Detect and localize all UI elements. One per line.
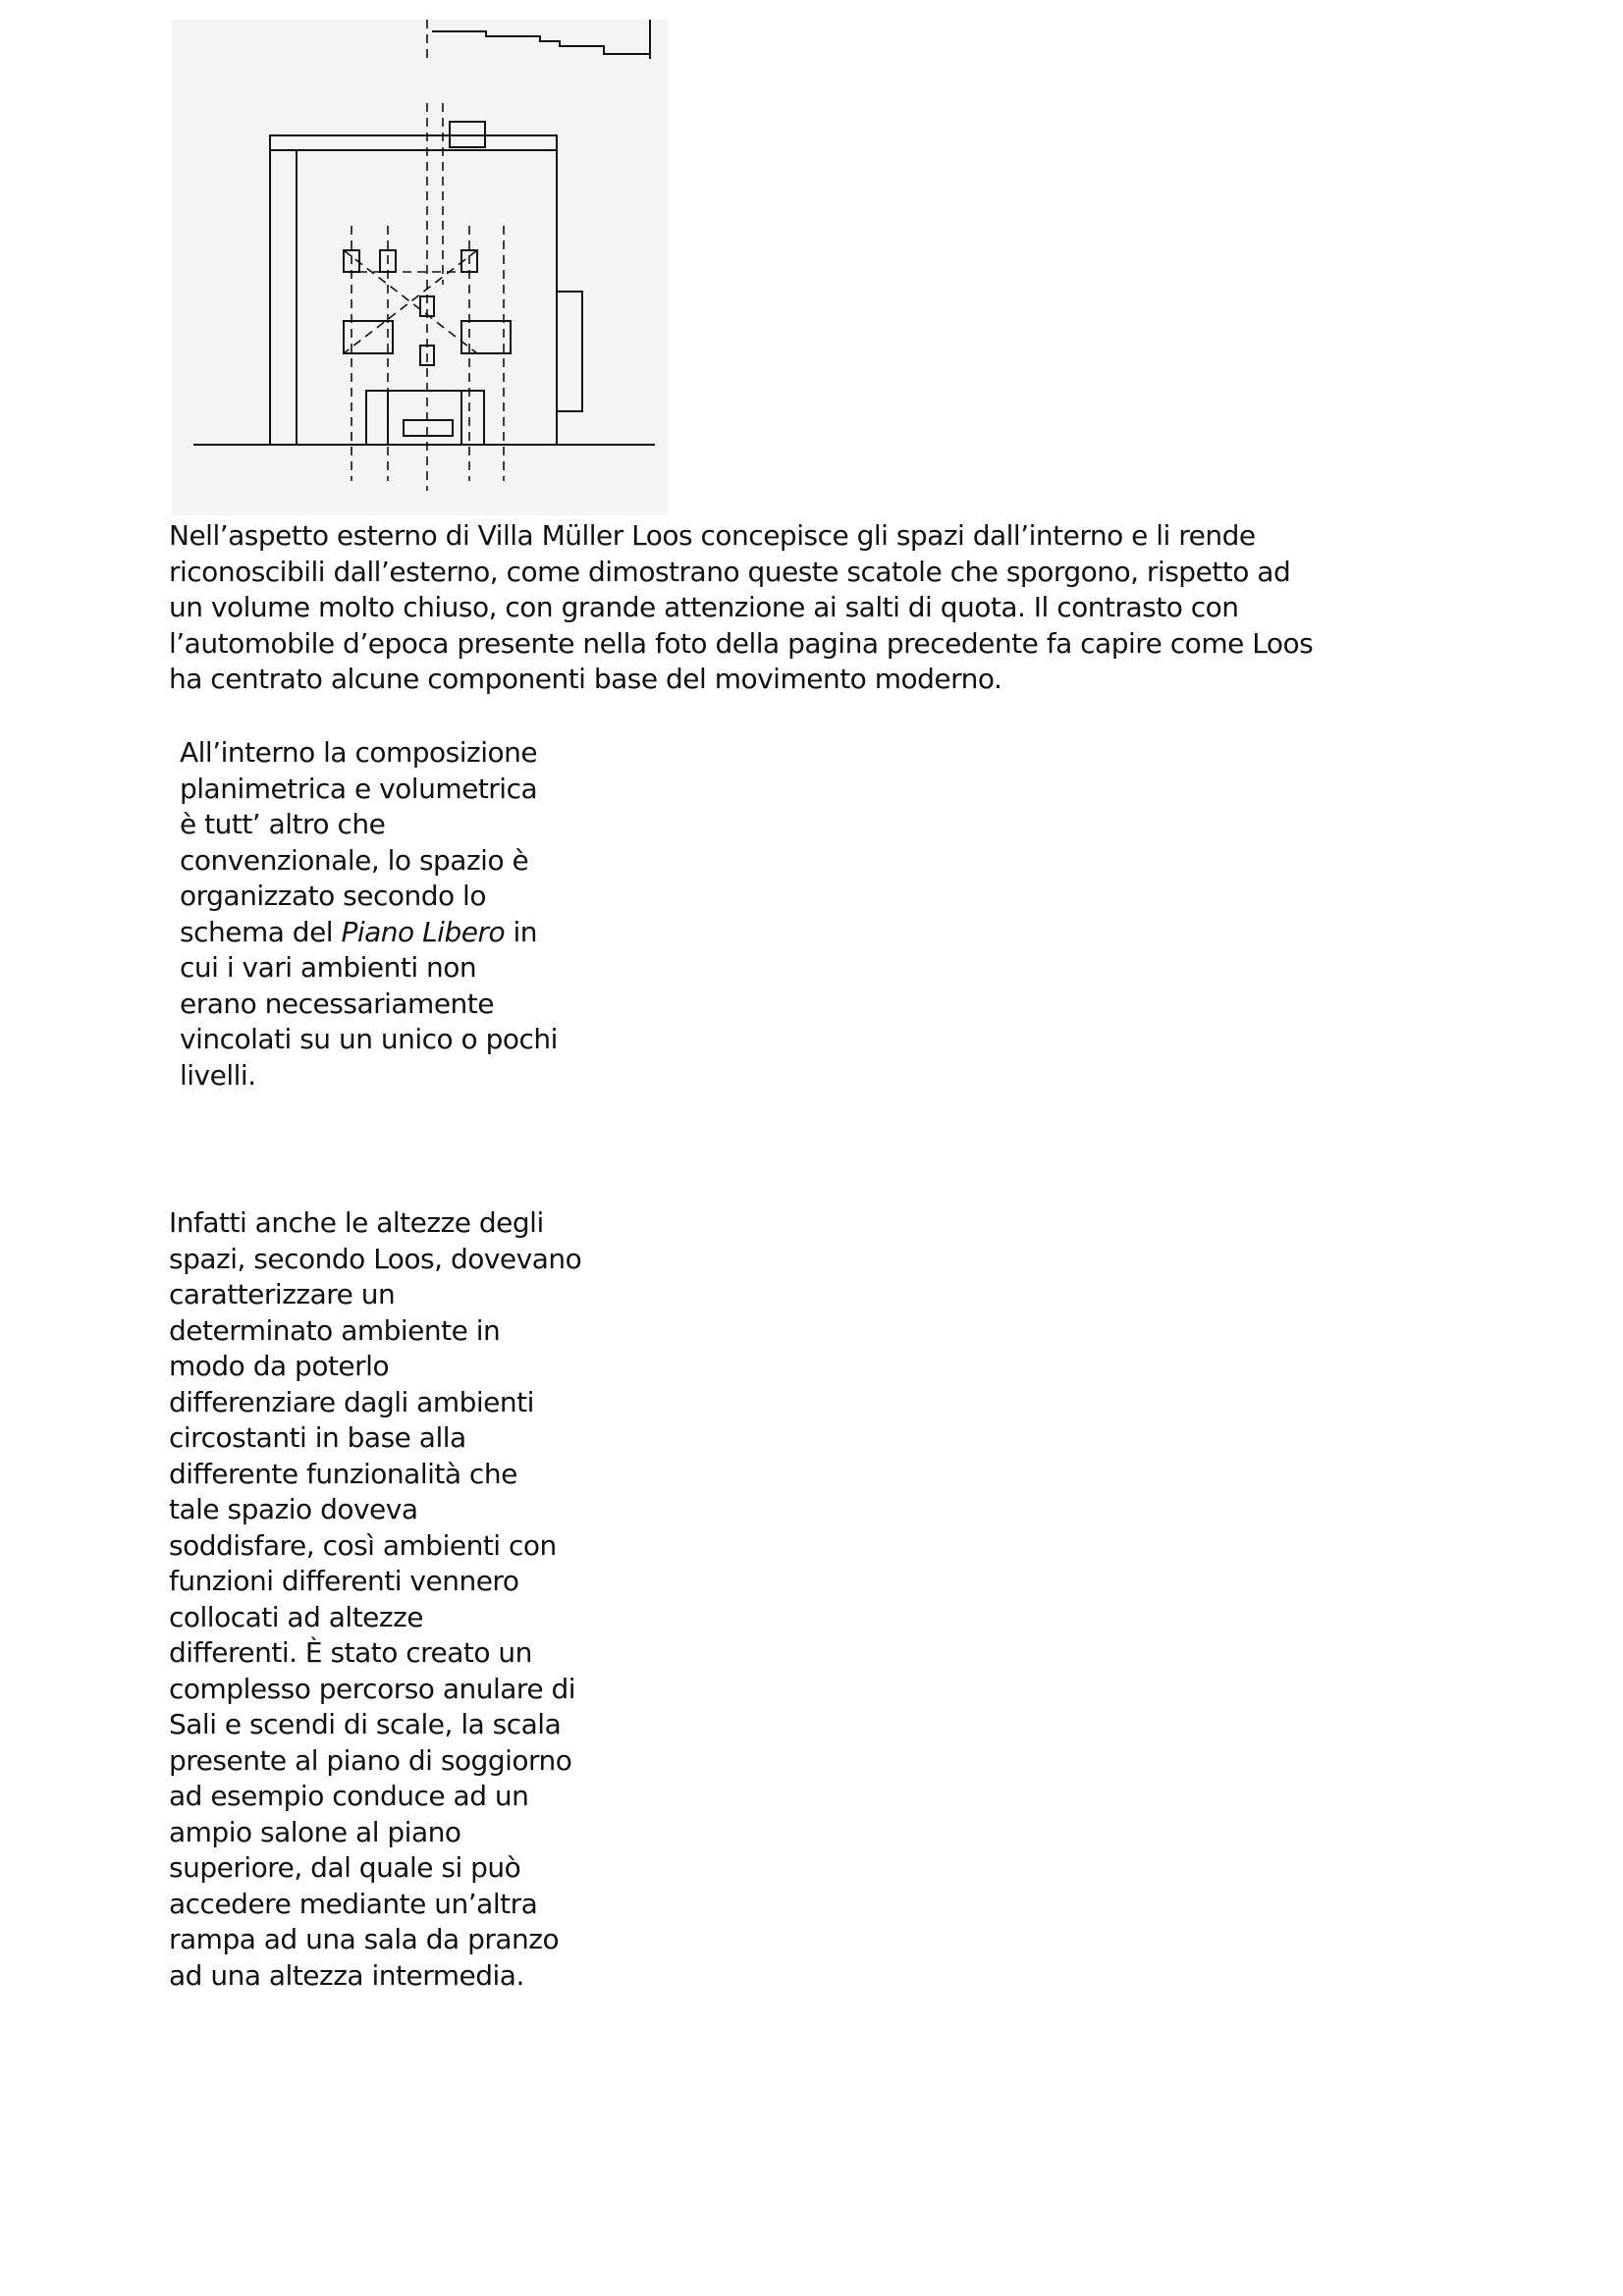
interior-line: è tutt’ altro che <box>180 808 386 840</box>
heights-line: modo da poterlo <box>169 1350 390 1382</box>
heights-line: superiore, dal quale si può <box>169 1851 521 1884</box>
intro-line: l’automobile d’epoca presente nella foto della pagina precedente fa capire come Loos <box>169 626 1314 660</box>
drawing-background <box>172 20 668 515</box>
intro-paragraph <box>169 518 1386 698</box>
interior-line: All’interno la composizione <box>180 736 538 769</box>
interior-line: livelli. <box>180 1058 256 1092</box>
interior-line: organizzato secondo lo <box>180 880 486 912</box>
heights-line: ampio salone al piano <box>169 1815 461 1848</box>
heights-line: Sali e scendi di scale, la scala <box>169 1708 562 1740</box>
heights-line: collocati ad altezze <box>169 1600 424 1633</box>
intro-line: Nell’aspetto esterno di Villa Müller Loos concepisce gli spazi dall’interno e li rende <box>169 519 1256 552</box>
heights-line: complesso percorso anulare di <box>169 1672 576 1705</box>
heights-line: accedere mediante un’altra <box>169 1887 538 1920</box>
interior-line: cui i vari ambienti non <box>180 951 477 984</box>
interior-line: vincolati su un unico o pochi <box>180 1023 558 1055</box>
heights-line: Infatti anche le altezze degli <box>169 1206 544 1239</box>
intro-line: riconoscibili dall’esterno, come dimostrano queste scatole che sporgono, rispetto ad <box>169 555 1291 588</box>
heights-line: differenti. È stato creato un <box>169 1636 532 1669</box>
interior-line-prefix: schema del <box>180 915 342 948</box>
heights-line: presente al piano di soggiorno <box>169 1743 572 1777</box>
heights-paragraph <box>169 1205 621 1994</box>
heights-line: circostanti in base alla <box>169 1421 466 1454</box>
heights-line: rampa ad una sala da pranzo <box>169 1923 560 1955</box>
heights-line: caratterizzare un <box>169 1278 396 1310</box>
interior-paragraph <box>180 735 592 1094</box>
heights-line: tale spazio doveva <box>169 1493 418 1525</box>
interior-line: planimetrica e volumetrica <box>180 772 538 805</box>
intro-line: ha centrato alcune componenti base del movimento moderno. <box>169 663 1002 695</box>
intro-line: un volume molto chiuso, con grande attenzione ai salti di quota. Il contrasto con <box>169 591 1239 623</box>
heights-line: determinato ambiente in <box>169 1313 501 1347</box>
heights-line: spazi, secondo Loos, dovevano <box>169 1242 582 1275</box>
heights-line: differente funzionalità che <box>169 1457 517 1490</box>
interior-line-suffix: in <box>505 915 538 948</box>
interior-line-with-term <box>180 915 592 951</box>
piano-libero-term: Piano Libero <box>341 915 506 948</box>
heights-line: differenziare dagli ambienti <box>169 1385 534 1418</box>
heights-line: funzioni differenti vennero <box>169 1565 519 1597</box>
heights-line: soddisfare, così ambienti con <box>169 1528 557 1562</box>
heights-line: ad esempio conduce ad un <box>169 1780 529 1812</box>
interior-line: convenzionale, lo spazio è <box>180 843 529 877</box>
heights-line: ad una altezza intermedia. <box>169 1958 524 1992</box>
interior-line: erano necessariamente <box>180 987 495 1020</box>
villa-muller-elevation-drawing <box>172 20 668 515</box>
